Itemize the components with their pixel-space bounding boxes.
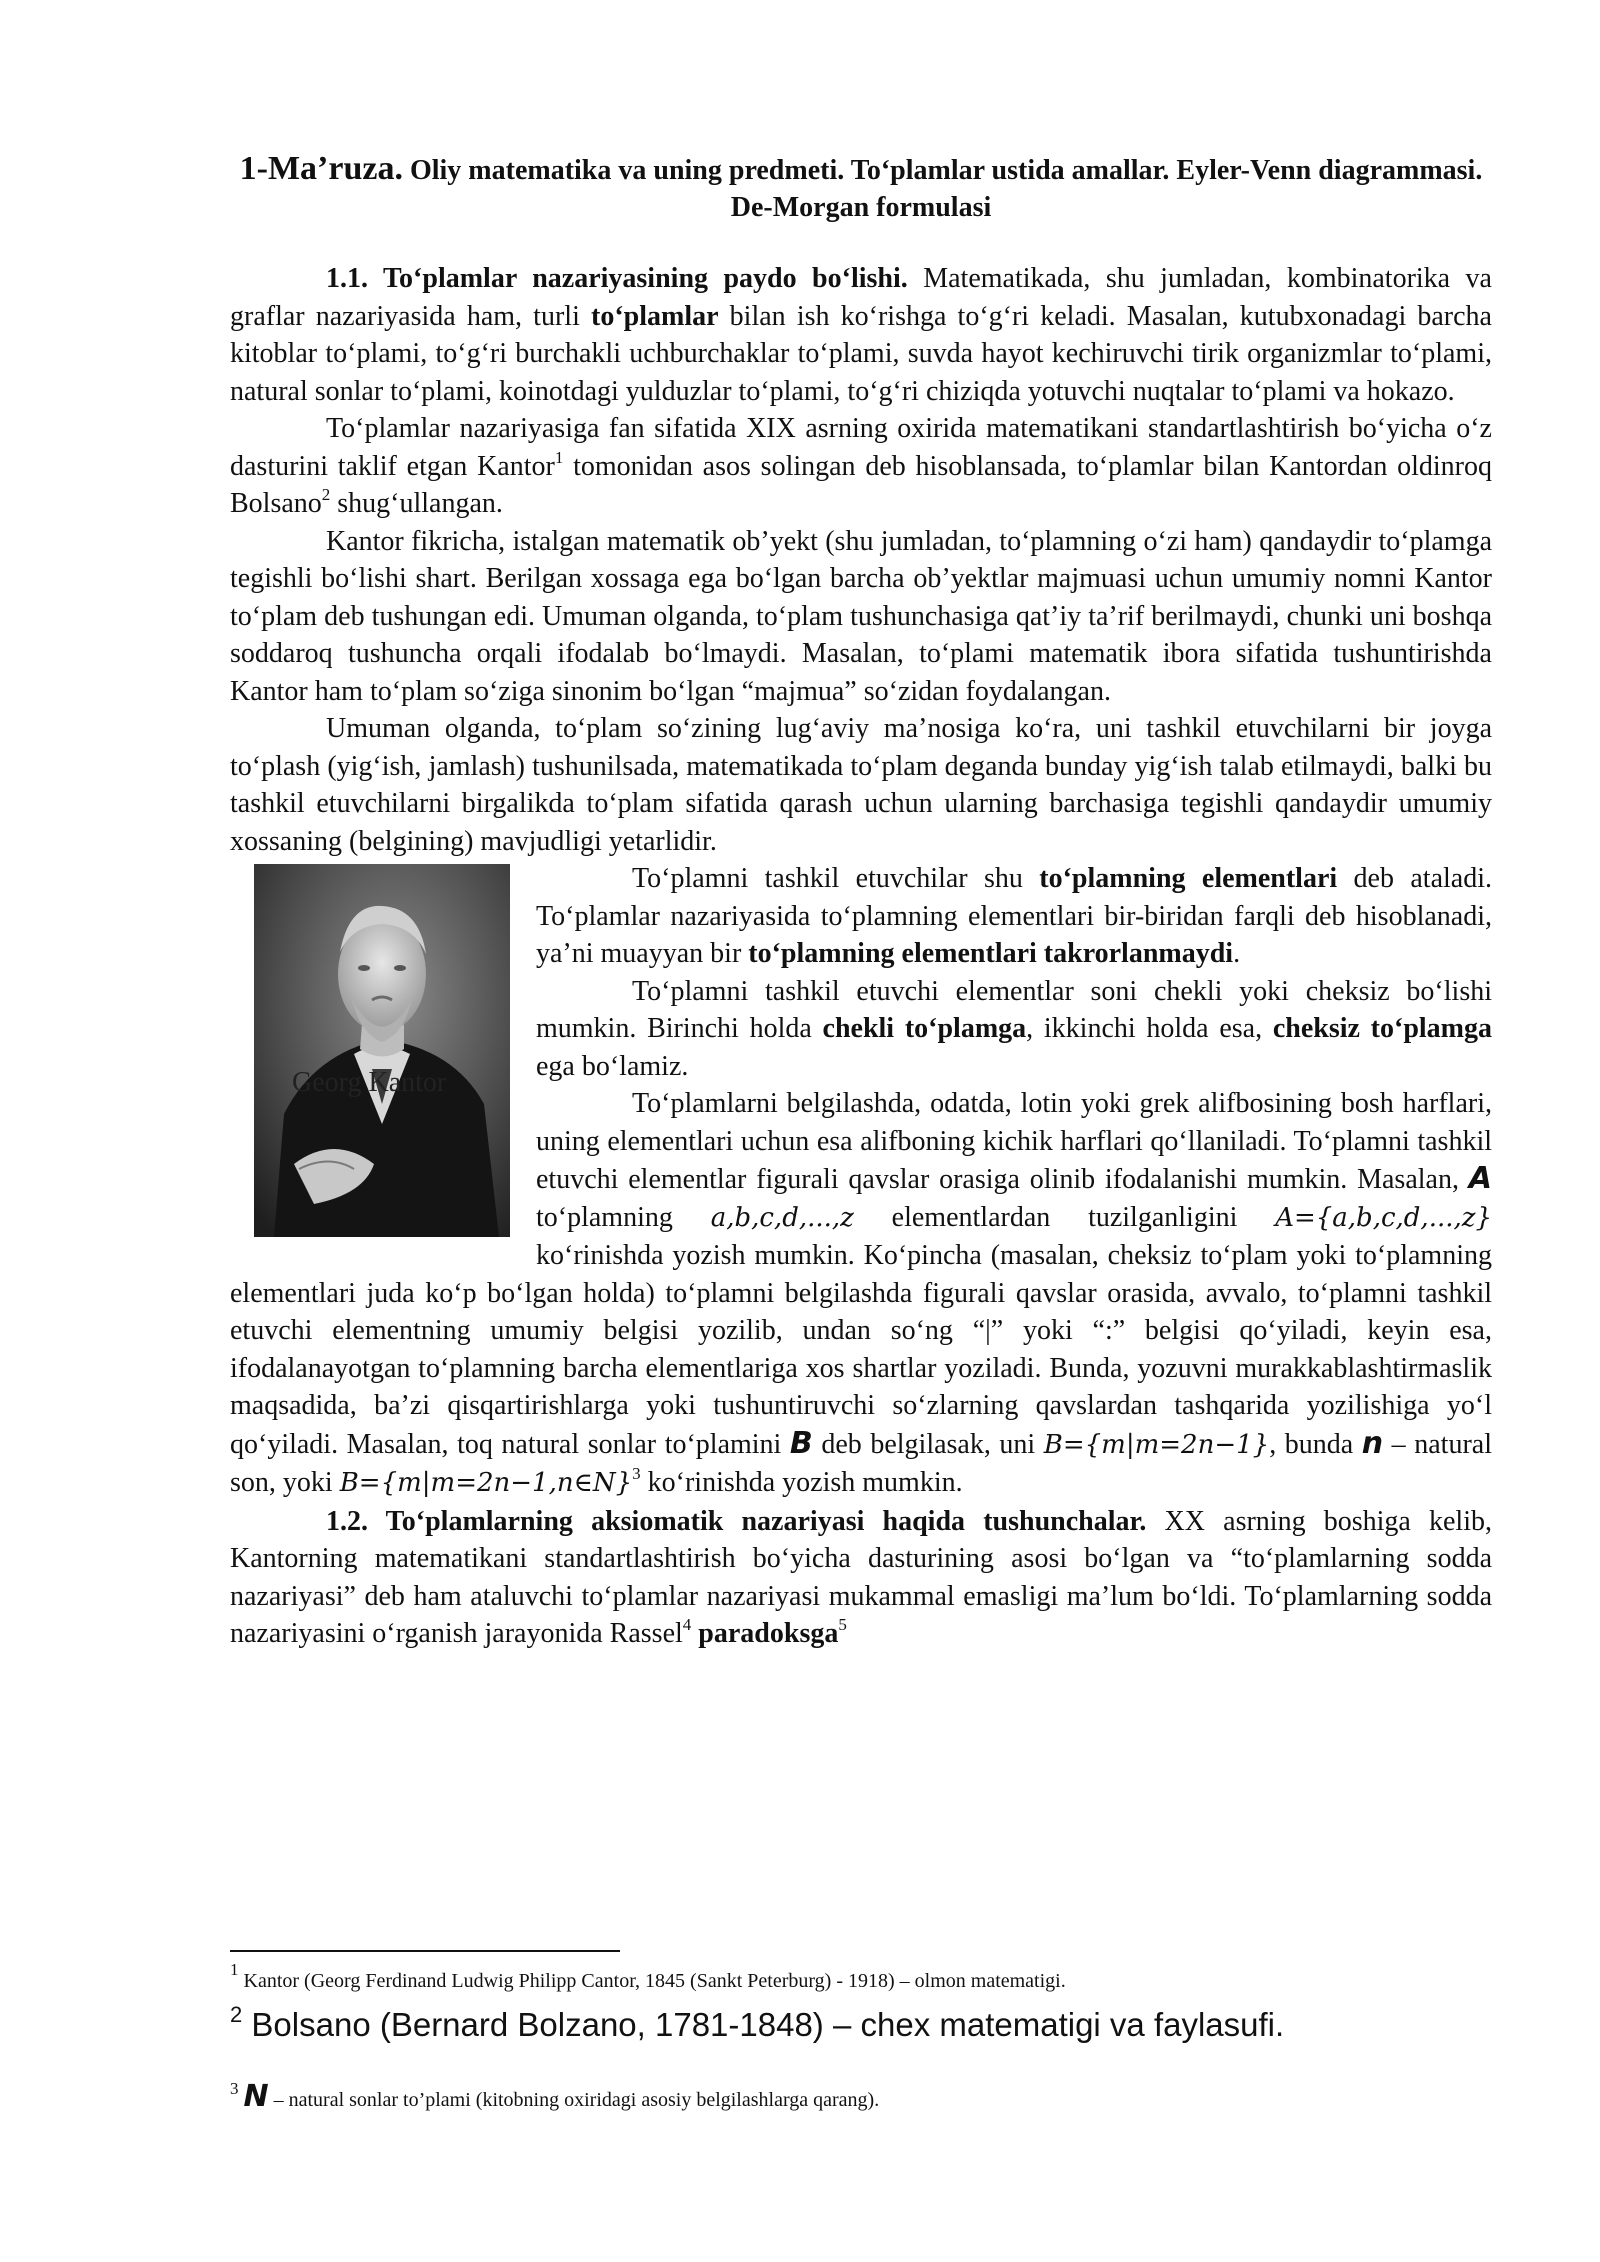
paragraph-finite-infinite: To‘plamni tashkil etuvchi elementlar soni chekli yoki cheksiz bo‘lishi mumkin. Birinchi holda chekli to‘plamga, ikkinchi holda esa, cheksiz to‘plamga ega bo‘lamiz. (536, 975, 1492, 1082)
footnote-ref-1[interactable]: 1 (554, 447, 564, 467)
math-n: n (1361, 1425, 1384, 1461)
document-body (230, 150, 1492, 1653)
section-heading-1-1: 1.1. To‘plamlar nazariyasining paydo bo‘lishi. (326, 263, 908, 294)
portrait-image (254, 864, 510, 1237)
paragraph-axiomatic-theory: 1.2. To‘plamlarning aksiomatik nazariyasi haqida tushunchalar. XX asrning boshiga kelib, Kantorning matematikani standartlashtirish bo‘yicha dasturining asosi bo‘lgan va “to‘plamlarning sodda nazariyasi” deb ham ataluvchi to‘plamlar nazariyasi mukammal emasligi ma’lum bo‘ldi. To‘plamlarning sodda nazariyasini o‘rganish jarayonida Rassel$^4$ paradoksga$^5$ (230, 1505, 1492, 1649)
math-set-B: B={m|m=2n−1} (1043, 1429, 1270, 1460)
paragraph-kantor-bolsano: To‘plamlar nazariyasiga fan sifatida XIX asrning oxirida matematikani standartlashtirish bo‘yicha o‘z dasturini taklif etgan Kantor$^1$ tomonidan asos solingan deb hisoblansada, to‘plamlar bilan Kantordan oldinroq Bolsano$^2$ shug‘ullangan. (230, 413, 1492, 519)
lecture-title (230, 150, 1492, 226)
title-text: Oliy matematika va uning predmeti. To‘plamlar ustida amallar. Eyler-Venn diagrammasi. De-Morgan formulasi (409, 155, 1483, 223)
math-elements: a,b,c,d,...,z (710, 1202, 854, 1233)
footnote-2: $^2$ Bolsano (Bernard Bolzano, 1781-1848) – chex matematigi va faylasufi. (230, 2002, 1285, 2043)
paragraph-set-elements: To‘plamni tashkil etuvchilar shu to‘plamning elementlari deb ataladi. To‘plamlar nazariyasida to‘plamning elementlari bir-biridan farqli deb hisoblanadi, ya’ni muayyan bir to‘plamning elementlari takrorlanmaydi. (536, 863, 1492, 969)
math-N: N (243, 2079, 269, 2114)
footnote-ref-5[interactable]: 5 (838, 1615, 847, 1634)
footnote-ref-4[interactable]: 4 (682, 1615, 692, 1634)
paragraph-set-notation: To‘plamlarni belgilashda, odatda, lotin yoki grek alifbosining bosh harflari, uning elementlari uchun esa alifboning kichik harflari qo‘llaniladi. To‘plamni tashkil etuvchi elementlar figurali qavslar orasiga olinib ifodalanishi mumkin. Masalan, A to‘plamning a,b,c,d,...,z elementlardan tuzilganligini A={a,b,c,d,...,z} ko‘rinishda yozish mumkin. Ko‘pincha (masalan, cheksiz to‘plam yoki to‘plamning elementlari juda ko‘p bo‘lgan holda) to‘plamni belgilashda figurali qavslar orasida, avvalo, to‘plamni tashkil etuvchi elementning umumiy belgisi yozilib, undan so‘ng “|” yoki “:” belgisi qo‘yiladi, keyin esa, ifodalanayotgan to‘plamning barcha elementlariga xos shartlar yoziladi. Bunda, yozuvni murakkablashtirmaslik maqsadida, ba’zi qisqartirishlarga yoki tushuntiruvchi so‘zlarning qavslardan tashqarida yozilishiga yo‘l qo‘yiladi. Masalan, toq natural sonlar to‘plamini B deb belgilasak, uni B={m|m=2n−1}, bunda n – natural son, yoki B={m|m=2n−1,n∈N}$^3$ ko‘rinishda yozish mumkin. (230, 1088, 1492, 1498)
math-set-B-full: B={m|m=2n−1,n∈N} (339, 1468, 633, 1498)
math-B: B (789, 1425, 813, 1461)
georg-kantor-portrait (254, 864, 510, 1237)
footnote-ref-2[interactable]: 2 (321, 485, 331, 504)
section-heading-1-2: 1.2. To‘plamlarning aksiomatik nazariyasi haqida tushunchalar. (326, 1505, 1147, 1537)
footnote-3: $^3$ N – natural sonlar to’plami (kitobning oxiridagi asosiy belgilashlarga qarang). (230, 2079, 880, 2114)
footnote-ref-3[interactable]: 3 (632, 1464, 641, 1483)
paragraph-set-theory-origin: 1.1. To‘plamlar nazariyasining paydo bo‘lishi. Matematikada, shu jumladan, kombinatorika va graflar nazariyasida ham, turli to‘plamlar bilan ish ko‘rishga to‘g‘ri keladi. Masalan, kutubxonadagi barcha kitoblar to‘plami, to‘g‘ri burchakli uchburchaklar to‘plami, suvda hayot kechiruvchi tirik organizmlar to‘plami, natural sonlar to‘plami, koinotdagi yulduzlar to‘plami, to‘g‘ri chiziqda yotuvchi nuqtalar to‘plami va hokazo. (230, 263, 1492, 407)
title-number: 1-Ma’ruza. (239, 150, 403, 187)
math-A: A (1468, 1161, 1492, 1196)
paragraph-kantor-view: Kantor fikricha, istalgan matematik ob’yekt (shu jumladan, to‘plamning o‘zi ham) qandaydir to‘plamga tegishli bo‘lishi shart. Berilgan xossaga ega bo‘lgan barcha ob’yektlar majmuasi uchun umumiy nomni Kantor to‘plam deb tushungan edi. Umuman olganda, to‘plam tushunchasiga qat’iy ta’rif berilmaydi, chunki uni boshqa soddaroq tushuncha orqali ifodalab bo‘lmaydi. Masalan, to‘plami matematik ibora sifatida tushuntirishda Kantor ham to‘plam so‘ziga sinonim bo‘lgan “majmua” so‘zidan foydalangan. (230, 525, 1492, 707)
footnote-1: $^1$ Kantor (Georg Ferdinand Ludwig Philipp Cantor, 1845 (Sankt Peterburg) - 1918) – olmon matematigi. (230, 1960, 1066, 1992)
paragraph-set-meaning: Umuman olganda, to‘plam so‘zining lug‘aviy ma’nosiga ko‘ra, uni tashkil etuvchilarni bir joyga to‘plash (yig‘ish, jamlash) tushunilsada, matematikada to‘plam deganda bunday yig‘ish talab etilmaydi, balki bu tashkil etuvchilarni birgalikda to‘plam sifatida qarash uchun ularning barchasiga tegishli qandaydir umumiy xossaning (belgining) mavjudligi yetarlidir. (230, 713, 1492, 857)
portrait-caption: Georg Kantor (292, 1067, 447, 1098)
math-set-A: A={a,b,c,d,...,z} (1275, 1202, 1492, 1233)
footnote-separator (230, 1950, 620, 1952)
